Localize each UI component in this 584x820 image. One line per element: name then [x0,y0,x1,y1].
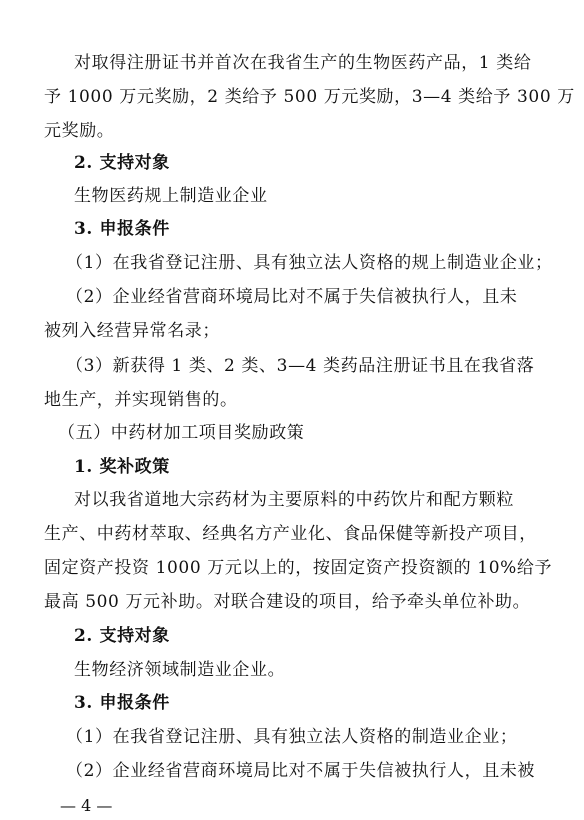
section-heading-support-target: 2. 支持对象 [74,153,170,173]
page-number: — 4 — [60,796,113,815]
body-line-10: 对以我省道地大宗药材为主要原料的中药饮片和配方颗粒 [74,490,514,510]
body-line-4: 生物医药规上制造业企业 [74,186,268,206]
body-line-13: 最高 500 万元补助。对联合建设的项目，给予牵头单位补助。 [44,592,531,612]
body-line-16: （2）企业经省营商环境局比对不属于失信被执行人，且未被 [66,761,536,781]
body-line-2: 予 1000 万元奖励，2 类给予 500 万元奖励，3—4 类给予 300 万 [44,87,575,107]
section-heading-application-conditions: 3. 申报条件 [74,219,170,239]
section-heading-support-target-2: 2. 支持对象 [74,626,170,646]
body-line-7: 被列入经营异常名录； [44,321,220,341]
body-line-9: 地生产，并实现销售的。 [44,390,238,410]
body-line-15: （1）在我省登记注册、具有独立法人资格的制造业企业； [66,727,518,747]
section-heading-subsidy-policy: 1. 奖补政策 [74,457,170,477]
body-line-11: 生产、中药材萃取、经典名方产业化、食品保健等新投产项目， [44,524,537,544]
body-line-6: （2）企业经省营商环境局比对不属于失信被执行人，且未 [66,287,518,307]
body-line-8: （3）新获得 1 类、2 类、3—4 类药品注册证书且在我省落 [66,356,535,376]
body-line-12: 固定资产投资 1000 万元以上的，按固定资产投资额的 10%给予 [44,558,553,578]
body-line-5: （1）在我省登记注册、具有独立法人资格的规上制造业企业； [66,253,553,273]
section-heading-application-conditions-2: 3. 申报条件 [74,693,170,713]
section-heading-tcm-policy: （五）中药材加工项目奖励政策 [58,423,305,443]
body-line-3: 元奖励。 [44,121,115,141]
body-line-1: 对取得注册证书并首次在我省生产的生物医药产品，1 类给 [74,53,532,73]
body-line-14: 生物经济领域制造业企业。 [74,660,286,680]
